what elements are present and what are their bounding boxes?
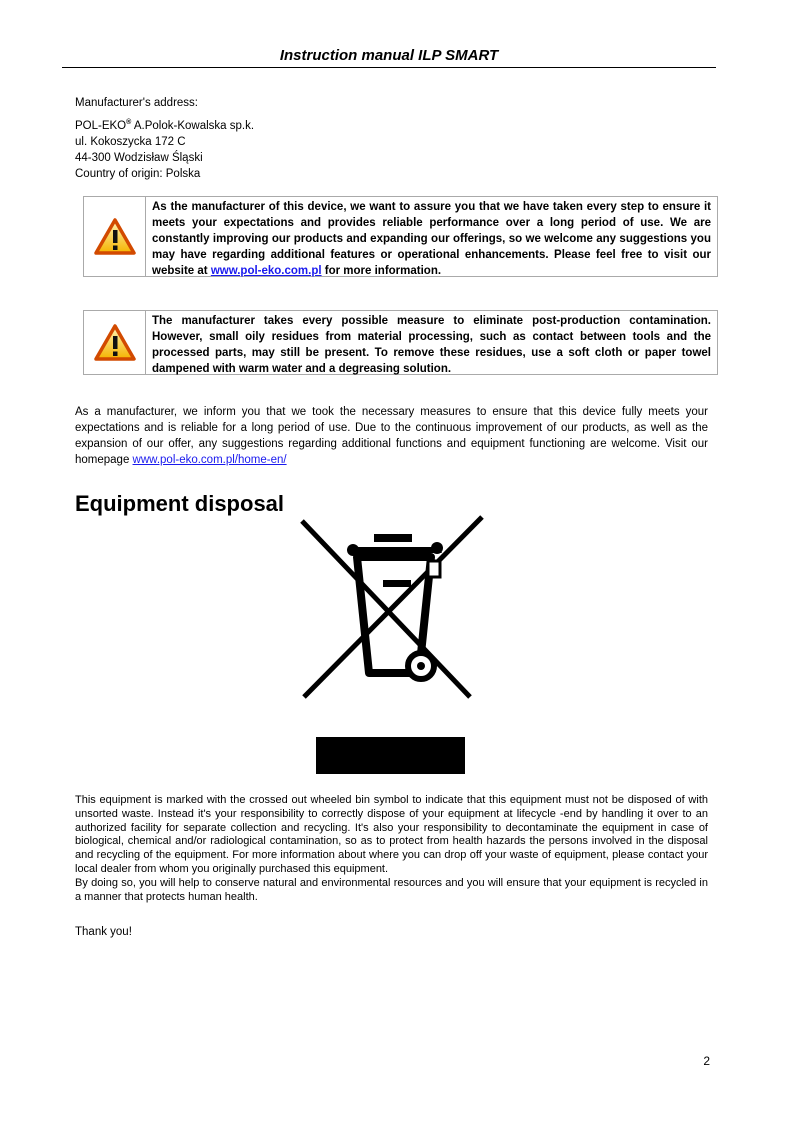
notice-text-part: for more information. <box>321 265 442 277</box>
warning-icon <box>84 197 146 276</box>
address-city: 44-300 Wodzisław Śląski <box>75 152 203 164</box>
notice-text-contamination: The manufacturer takes every possible measure to eliminate post-production contamination. However, small oily residues from material processing, such as contact between tools and the processed parts, may still be present. To remove these residues, use a soft cloth or paper towel dampened with warm water and a degreasing solution. <box>152 315 711 375</box>
company-name-prefix: POL-EKO <box>75 120 127 132</box>
thank-you-text: Thank you! <box>75 926 132 938</box>
header-divider <box>62 67 716 68</box>
section-title-equipment-disposal: Equipment disposal <box>75 491 285 516</box>
header-title: Instruction manual ILP SMART <box>279 47 499 64</box>
company-name-suffix: A.Polok-Kowalska sp.k. <box>131 120 255 132</box>
address-street: ul. Kokoszycka 172 C <box>75 136 186 148</box>
registered-trademark: ® <box>126 119 132 127</box>
warning-icon <box>84 311 146 374</box>
notice-box-contamination <box>83 310 718 375</box>
disposal-text-conserve: By doing so, you will help to conserve natural and environmental resources and you will ensure that your equipment is recycled in a manner that protects human health. <box>75 876 708 903</box>
country-of-origin: Country of origin: Polska <box>75 168 201 180</box>
website-link[interactable]: www.pol-eko.com.pl <box>210 265 322 277</box>
notice-text-improvement <box>146 197 717 276</box>
manufacturer-address <box>75 118 254 182</box>
disposal-paragraph <box>75 794 708 904</box>
black-bar-marking <box>316 737 465 774</box>
page-number: 2 <box>703 1054 710 1068</box>
manufacturer-address-label: Manufacturer's address: <box>75 97 199 109</box>
intro-paragraph-text: As a manufacturer, we inform you that we took the necessary measures to ensure that this device fully meets your expectations and is reliable for a long period of use. Due to the continuous improvement of our products, as well as the expansion of our offer, any suggestions regarding additional functions and equipment functioning are welcome. Visit our homepage <box>75 406 708 466</box>
notice-text-part: As the manufacturer of this device, we want to assure you that we have taken every step to ensure it meets your expectations and provides reliable performance over a long period of use. We are constantly improving our products and expanding our offerings, so we welcome any suggestions you may have regarding additional features or operational enhancements. Please feel free to visit our website at <box>152 201 711 277</box>
company-name <box>75 118 254 134</box>
intro-paragraph <box>75 404 708 468</box>
crossed-out-wheeled-bin-icon <box>298 513 488 703</box>
homepage-link[interactable]: www.pol-eko.com.pl/home-en/ <box>132 454 287 466</box>
disposal-text-main: This equipment is marked with the crossed out wheeled bin symbol to indicate that this equipment must not be disposed of with unsorted waste. Instead it's your responsibility to correctly dispose of your equipment at lifecycle -end by handling it over to an authorized facility for separate collection and recycling. It's also your responsibility to decontaminate the equipment in case of biological, chemical and/or radiological contamination, so as to protect from health hazards the persons involved in the disposal and recycling of the equipment. For more information about where you can drop off your waste of equipment, please contact your local dealer from whom you originally purchased this equipment. <box>75 794 708 875</box>
notice-box-improvement <box>83 196 718 277</box>
